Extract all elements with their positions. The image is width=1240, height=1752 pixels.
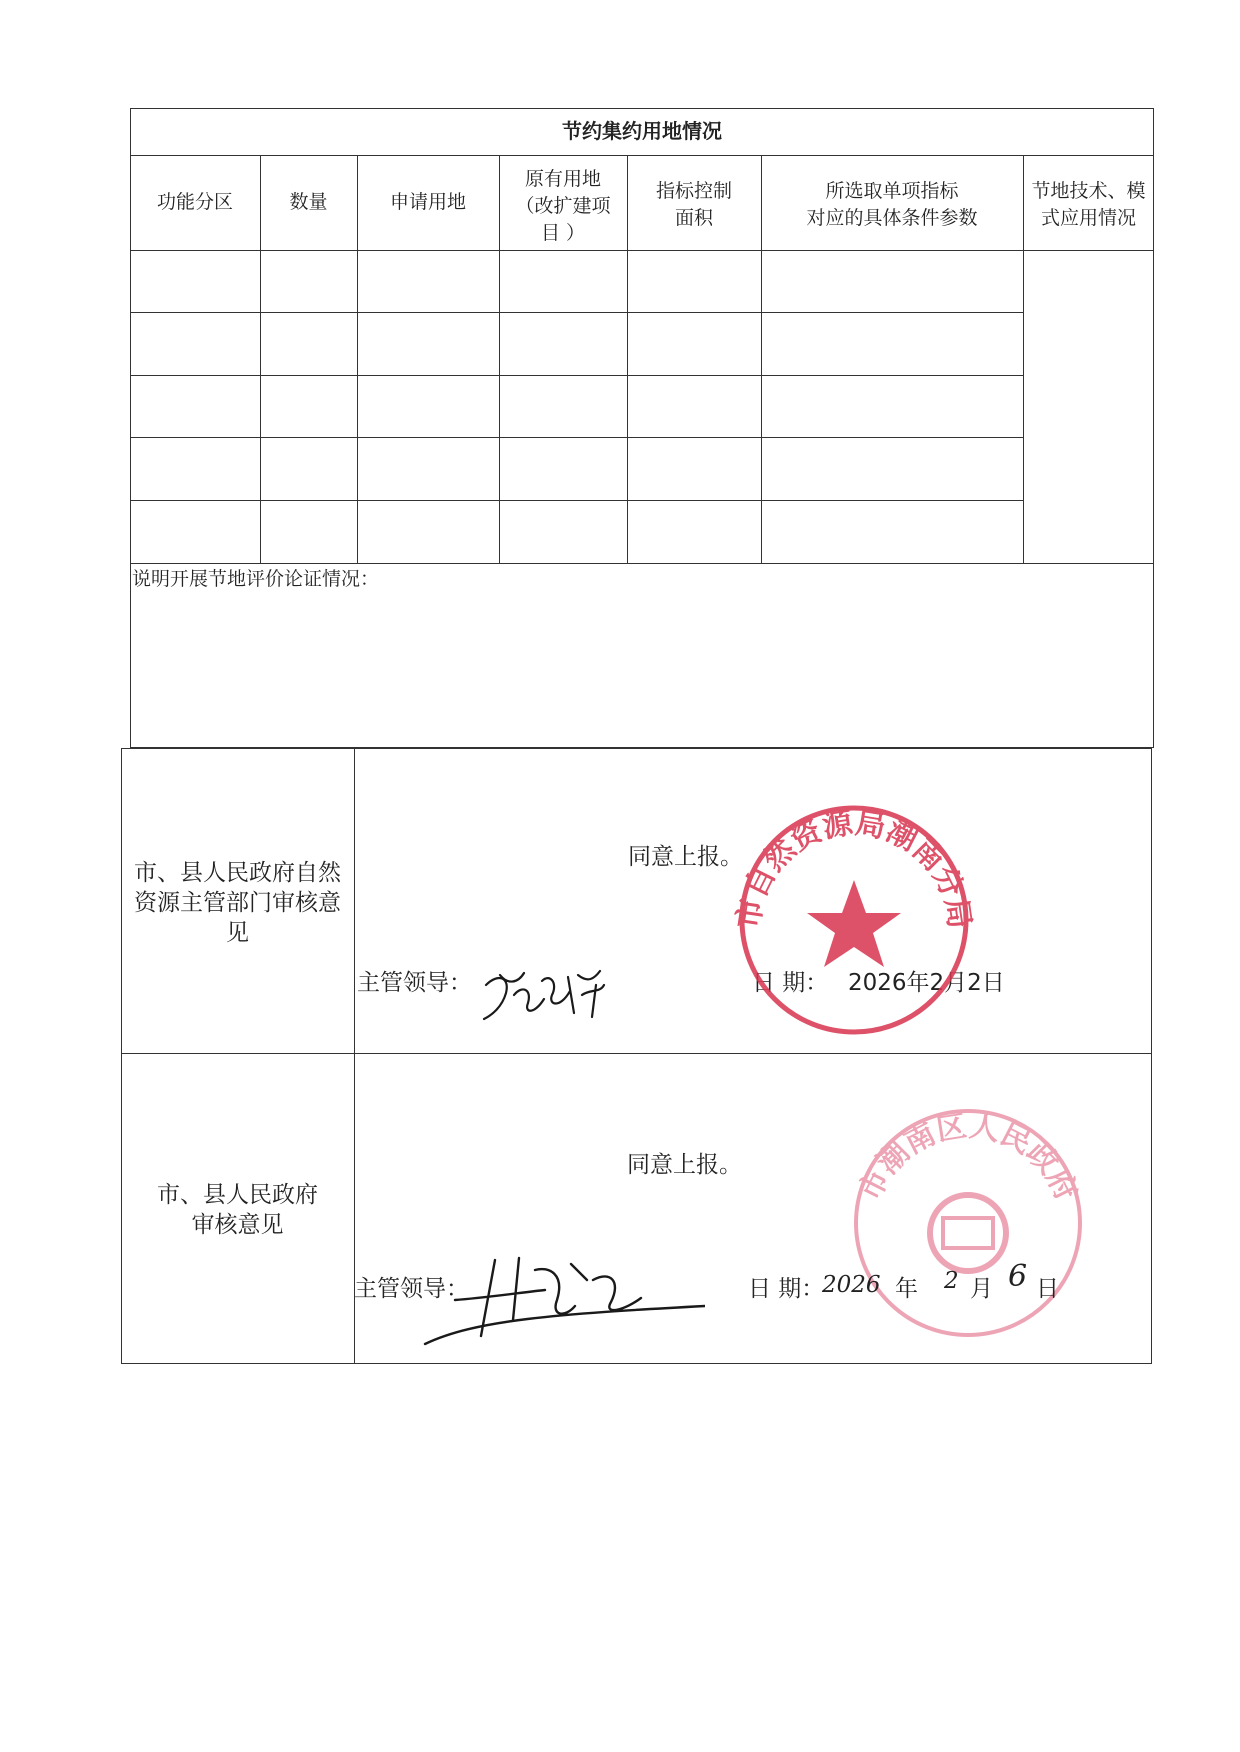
header-original-land: 原有用地 （改扩建项 目 ） [515,168,611,244]
review1-official-seal [729,795,979,1045]
grid-line [260,155,261,563]
review2-leader-label: 主管领导： [354,1276,469,1302]
header-condition-params: 所选取单项指标 对应的具体条件参数 [806,180,978,229]
header-function-zone: 功能分区 [156,191,233,213]
review2-date-month-char: 月 [970,1276,993,1302]
review1-opinion: 同意上报。 [628,844,743,870]
grid-line [130,500,1023,501]
review2-date-year-char: 年 [895,1276,918,1302]
review2-date-label: 日 期： [748,1276,825,1302]
review2-date-day-char: 日 [1036,1276,1059,1302]
svg-text:市潮南区人民政府: 市潮南区人民政府 [852,1108,1084,1207]
grid-line [130,563,1154,564]
grid-line [130,155,1154,156]
review2-date-day: 6 [1008,1259,1028,1294]
grid-line [130,312,1023,313]
grid-line [130,250,1154,251]
review2-date-year: 2026 [822,1272,881,1298]
review2-opinion: 同意上报。 [627,1152,742,1178]
header-land-saving-tech: 节地技术、模 式应用情况 [1031,180,1146,229]
review1-label: 市、县人民政府自然 资源主管部门审核意 见 [134,860,341,946]
section-title: 节约集约用地情况 [562,119,722,143]
svg-text:市自然资源局潮南分局: 市自然资源局潮南分局 [731,805,977,931]
header-quantity: 数量 [289,191,328,213]
grid-line [130,437,1023,438]
review2-official-seal [843,1098,1093,1348]
review2-signature [415,1240,705,1350]
review1-date-label: 日 期： [752,970,829,996]
review1-leader-label: 主管领导： [357,970,472,996]
grid-line [357,155,358,563]
review2-label: 市、县人民政府 审核意见 [157,1182,318,1238]
review1-date-value: 2026年2月2日 [848,970,1005,996]
explain-label: 说明开展节地评价论证情况： [132,568,380,590]
review2-date-month: 2 [944,1268,959,1294]
header-applied-land: 申请用地 [389,191,466,213]
grid-line [121,1053,1152,1054]
review1-signature [478,955,638,1025]
grid-line [354,748,355,1364]
header-indicator-area: 指标控制 面积 [655,180,732,229]
grid-line [130,375,1023,376]
